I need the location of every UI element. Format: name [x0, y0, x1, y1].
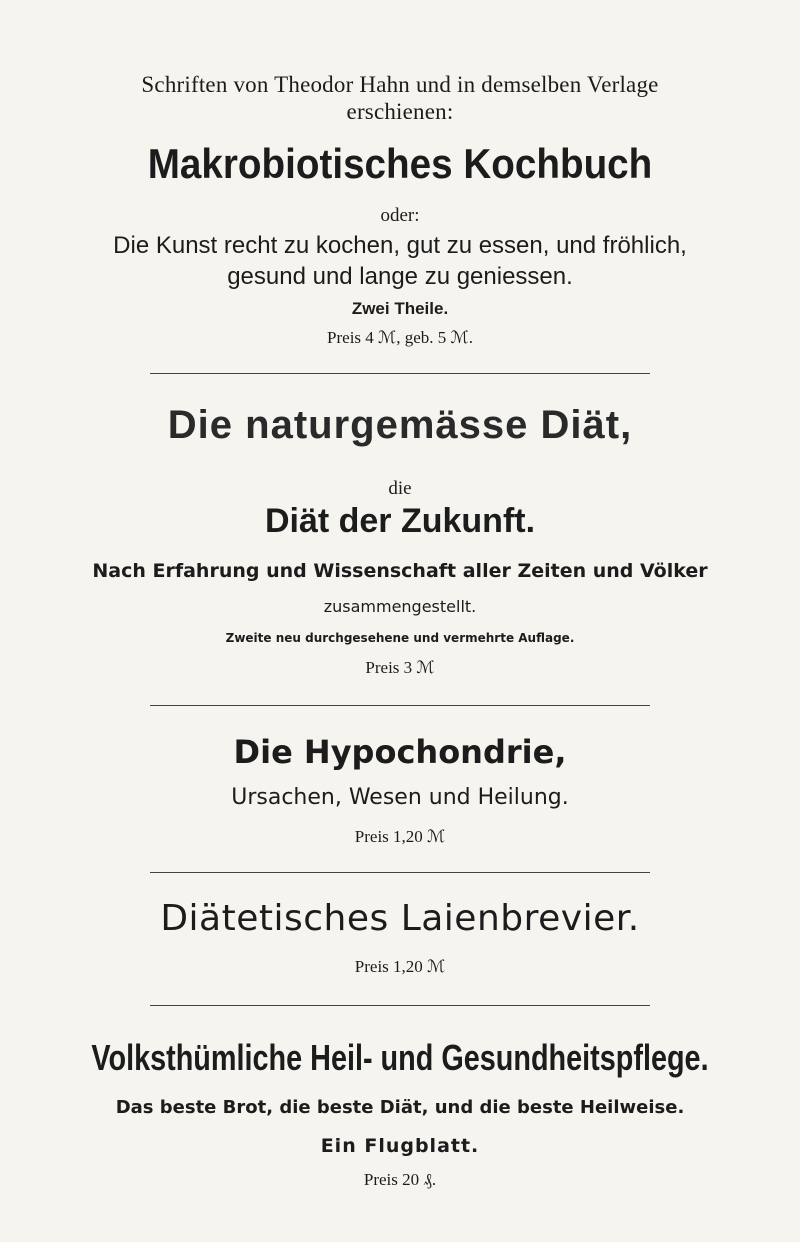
book-5-subtitle-line-2: Ein Flugblatt. — [320, 1135, 480, 1157]
header-line-1: Schriften von Theodor Hahn und in demselben Verlage — [141, 72, 659, 97]
book-1-price: Preis 4 ℳ, geb. 5 ℳ. — [327, 328, 473, 347]
divider-3 — [150, 872, 650, 873]
book-2-edition: Zweite neu durchgesehene und vermehrte Auflage. — [225, 631, 575, 645]
header-line-2: erschienen: — [346, 99, 454, 124]
book-3-price: Preis 1,20 ℳ — [354, 827, 446, 846]
book-2-title: Die naturgemässe Diät, — [167, 403, 633, 447]
book-4-title: Diätetisches Laienbrevier. — [160, 898, 640, 939]
book-5-price: Preis 20 ₰. — [363, 1170, 437, 1189]
book-5-subtitle-line-1: Das beste Brot, die beste Diät, und die beste Heilweise. — [115, 1097, 685, 1118]
book-3-subtitle-line-1: Ursachen, Wesen und Heilung. — [231, 785, 569, 810]
divider-2 — [150, 705, 650, 706]
book-1-subtitle-line-2: gesund und lange zu geniessen. — [227, 263, 573, 290]
book-1-parts: Zwei Theile. — [351, 299, 449, 318]
divider-4 — [150, 1005, 650, 1006]
book-2-connector: die — [388, 478, 412, 499]
book-2-subtitle-line-2: zusammengestellt. — [323, 597, 477, 616]
book-1-subtitle-line-1: Die Kunst recht zu kochen, gut zu essen, und fröhlich, — [113, 232, 687, 259]
book-5-title: Volksthümliche Heil- und Gesundheitspflege. — [91, 1037, 709, 1078]
book-2-title-2: Diät der Zukunft. — [264, 502, 536, 540]
divider-1 — [150, 373, 650, 374]
book-1-connector: oder: — [380, 205, 420, 226]
book-2-subtitle-line-1: Nach Erfahrung und Wissenschaft aller Zeiten und Völker — [92, 560, 708, 582]
book-3-title: Die Hypochondrie, — [233, 733, 567, 771]
book-1-title: Makrobiotisches Kochbuch — [147, 140, 653, 187]
book-4-price: Preis 1,20 ℳ — [354, 957, 446, 976]
book-2-price: Preis 3 ℳ — [365, 658, 435, 677]
